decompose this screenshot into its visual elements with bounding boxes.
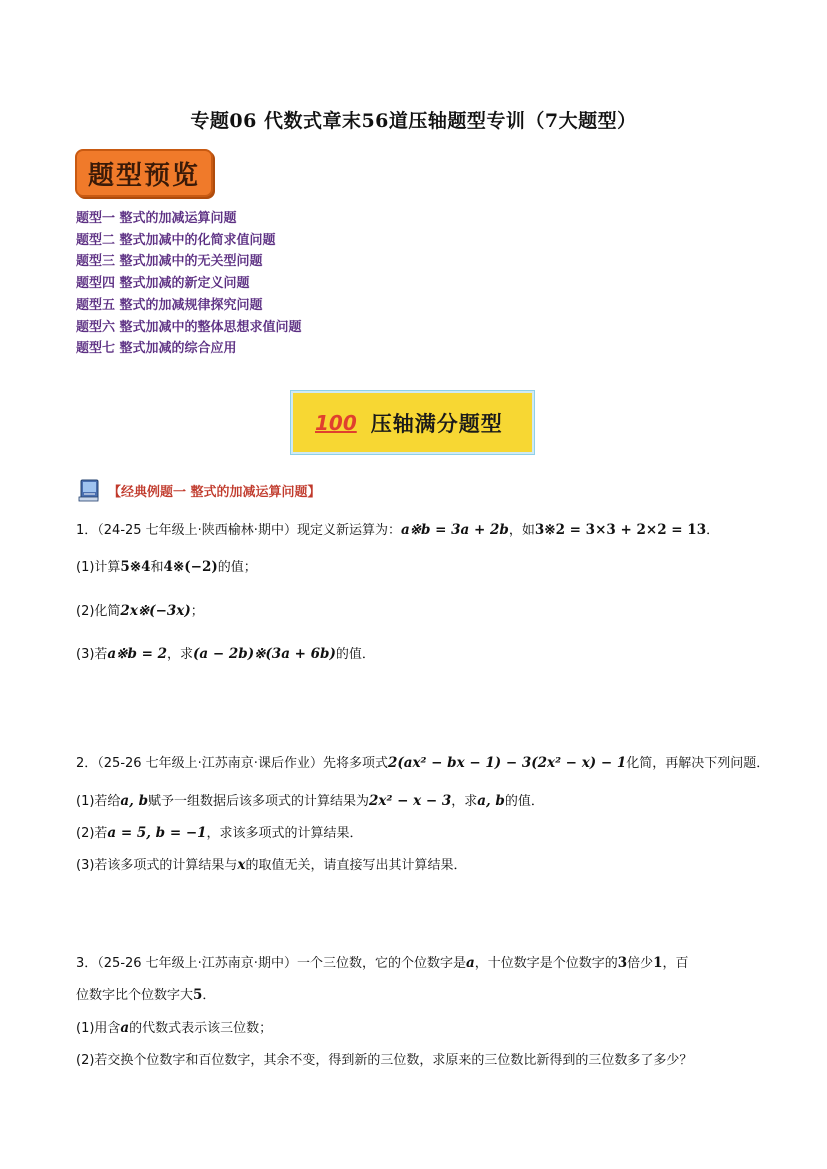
q1-part-text: ； — [190, 604, 204, 619]
q1-expression: a※b = 2 — [107, 646, 168, 662]
book-icon — [76, 477, 102, 503]
q3-number: 3 — [617, 955, 628, 971]
table-of-contents — [76, 208, 302, 360]
q2-polynomial: 2(ax² − bx − 1) − 3(2x² − x) − 1 — [387, 755, 627, 771]
question-2-part-2 — [76, 822, 363, 841]
question-2-part-3 — [76, 854, 467, 873]
q1-part-text: 的值； — [217, 560, 257, 575]
q1-expression: 4※(−2) — [163, 559, 218, 575]
example-heading — [76, 477, 321, 503]
question-3-stem-line-2 — [76, 984, 215, 1003]
toc-item[interactable]: 题型四 整式加减的新定义问题 — [76, 276, 250, 292]
q2-part-text: 的值． — [504, 794, 544, 809]
q3-stem-text: ． — [202, 988, 216, 1003]
toc-item[interactable]: 题型二 整式加减中的化简求值问题 — [76, 232, 276, 248]
q3-stem-text: ，百 — [662, 956, 689, 971]
q3-number: 5 — [193, 987, 203, 1003]
page-title: 专题06 代数式章末56道压轴题型专训（7大题型） — [190, 110, 637, 132]
q3-number: 1 — [653, 955, 663, 971]
q1-expression: (a − 2b)※(3a + 6b) — [193, 646, 336, 662]
q2-part-text: (1)若给 — [76, 794, 121, 809]
q3-stem-text: 3．（25-26 七年级上·江苏南京·期中）一个三位数，它的个位数字是 — [76, 956, 466, 971]
question-3-part-2: (2)若交换个位数字和百位数字，其余不变，得到新的三位数，求原来的三位数比新得到的三位数多了多少？ — [76, 1053, 693, 1068]
q2-part-text: ，求 — [451, 794, 478, 809]
q2-part-text: ，求该多项式的计算结果． — [206, 826, 363, 841]
q1-definition: a※b = 3a + 2b — [400, 522, 509, 538]
q1-example: 3※2 = 3×3 + 2×2 = 13 — [534, 522, 707, 538]
q1-stem-text: 1．（24-25 七年级上·陕西榆林·期中）现定义新运算为： — [76, 523, 401, 538]
q1-stem-text: ，如 — [508, 523, 535, 538]
q3-stem-text: 位数字比个位数字大 — [76, 988, 194, 1003]
q3-part-text: 的代数式表示该三位数； — [129, 1021, 273, 1036]
question-2-stem — [76, 752, 769, 771]
example-heading-label: 【经典例题一 整式的加减运算问题】 — [108, 484, 321, 500]
q3-part-text: (1)用含 — [76, 1021, 121, 1036]
q1-part-text: (2)化简 — [76, 604, 121, 619]
q2-expression: a, b — [120, 793, 149, 809]
question-3-stem-line-1 — [76, 952, 689, 971]
q1-part-text: (3)若 — [76, 647, 108, 662]
banner-label: 压轴满分题型 — [370, 411, 503, 436]
question-1-part-1 — [76, 556, 257, 575]
question-1-stem — [76, 519, 719, 538]
q1-expression: 5※4 — [120, 559, 151, 575]
toc-item[interactable]: 题型七 整式加减的综合应用 — [76, 341, 237, 357]
q1-expression: 2x※(−3x) — [120, 603, 191, 619]
q3-expression: a — [465, 955, 475, 971]
q2-part-text: 赋予一组数据后该多项式的计算结果为 — [148, 794, 370, 809]
q2-part-text: (3)若该多项式的计算结果与 — [76, 858, 238, 873]
q1-stem-text: ． — [706, 523, 720, 538]
q1-part-text: 的值． — [335, 647, 375, 662]
q2-expression: 2x² − x − 3 — [369, 793, 452, 809]
q3-expression: a — [120, 1020, 130, 1036]
q1-part-text: ，求 — [167, 647, 194, 662]
question-1-part-2 — [76, 600, 204, 619]
q2-stem-text: 2．（25-26 七年级上·江苏南京·课后作业）先将多项式 — [76, 756, 388, 771]
question-2-part-1 — [76, 790, 544, 809]
q1-part-text: (1)计算 — [76, 560, 121, 575]
q2-part-text: (2)若 — [76, 826, 108, 841]
toc-item[interactable]: 题型一 整式的加减运算问题 — [76, 211, 237, 226]
hundred-points-icon: 100 — [315, 410, 357, 435]
preview-badge — [75, 149, 213, 197]
q2-part-text: 的取值无关，请直接写出其计算结果． — [245, 858, 467, 873]
q1-part-text: 和 — [150, 560, 164, 575]
toc-item[interactable]: 题型三 整式加减中的无关型问题 — [76, 254, 263, 270]
question-3-part-1 — [76, 1017, 272, 1036]
q2-stem-text: 化简，再解决下列问题． — [626, 756, 770, 771]
q3-stem-text: ，十位数字是个位数字的 — [474, 956, 618, 971]
q2-expression: a = 5, b = −1 — [107, 825, 207, 841]
toc-item[interactable]: 题型六 整式加减中的整体思想求值问题 — [76, 319, 302, 335]
q2-expression: a, b — [477, 793, 505, 809]
q3-stem-text: 倍少 — [627, 956, 654, 971]
question-1-part-3 — [76, 643, 375, 662]
q2-expression: x — [237, 857, 246, 873]
section-banner — [290, 390, 535, 455]
preview-badge-label: 题型预览 — [87, 160, 200, 191]
toc-item[interactable]: 题型五 整式的加减规律探究问题 — [76, 297, 263, 313]
